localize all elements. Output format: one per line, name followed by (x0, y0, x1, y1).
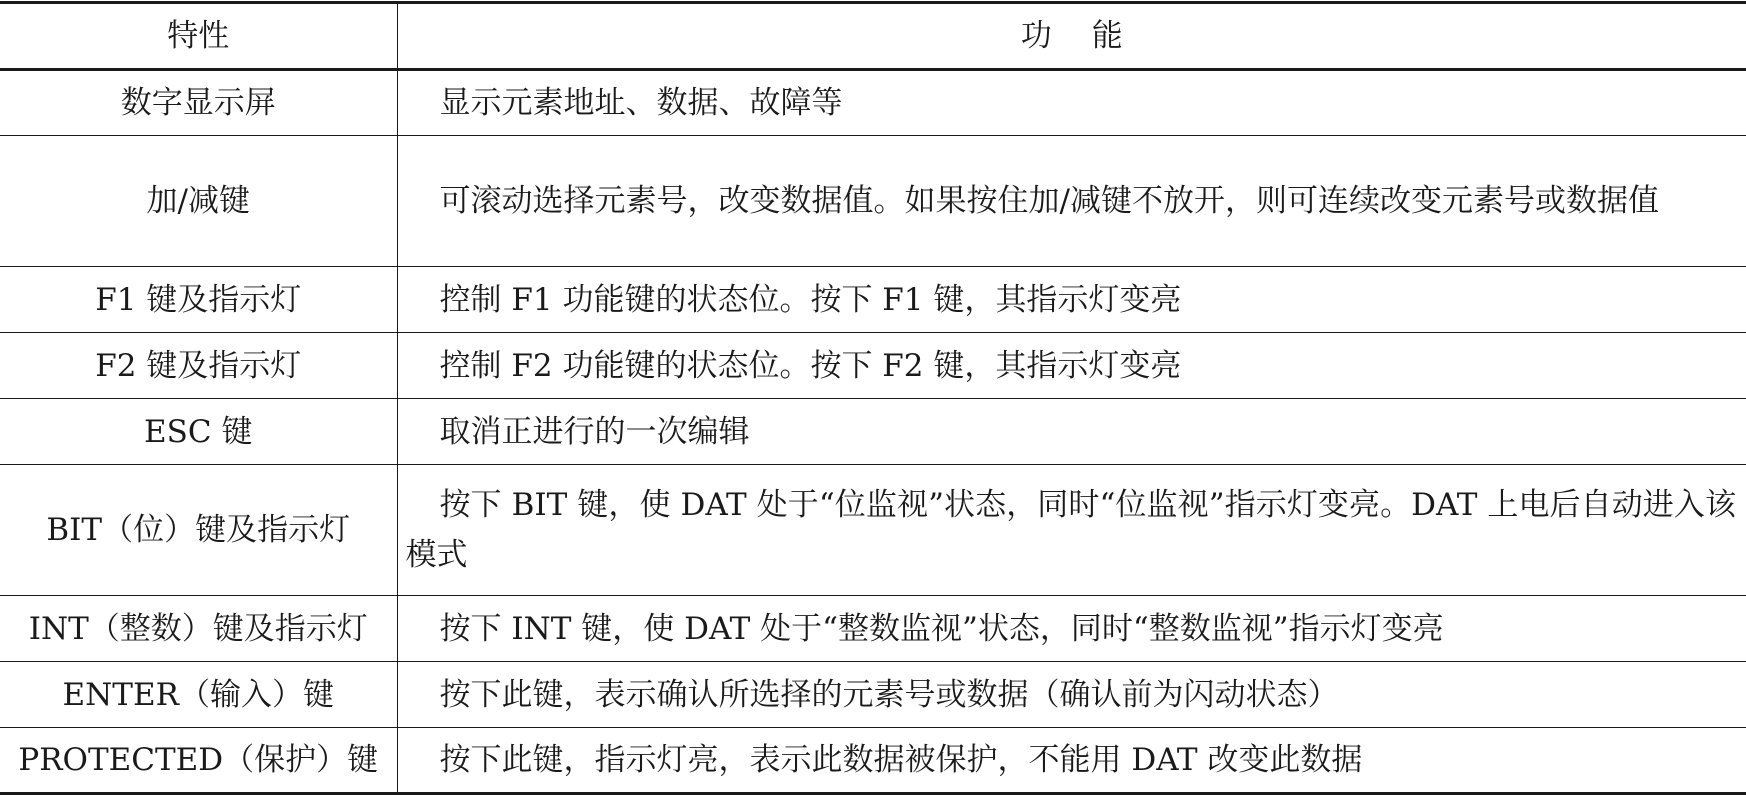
feature-cell: BIT（位）键及指示灯 (0, 465, 397, 596)
table-row (0, 728, 1746, 794)
table-row (0, 267, 1746, 333)
feature-cell: ENTER（输入）键 (0, 662, 397, 728)
table-row (0, 596, 1746, 662)
function-cell: 控制 F2 功能键的状态位。按下 F2 键，其指示灯变亮 (397, 333, 1746, 399)
function-cell: 按下 BIT 键，使 DAT 处于“位监视”状态，同时“位监视”指示灯变亮。DAT 上电后自动进入该模式 (397, 465, 1746, 596)
function-cell: 按下此键，表示确认所选择的元素号或数据（确认前为闪动状态） (397, 662, 1746, 728)
feature-cell: ESC 键 (0, 399, 397, 465)
feature-table (0, 1, 1746, 795)
function-cell: 可滚动选择元素号，改变数据值。如果按住加/减键不放开，则可连续改变元素号或数据值 (397, 136, 1746, 267)
table-body (0, 70, 1746, 794)
function-cell: 按下此键，指示灯亮，表示此数据被保护，不能用 DAT 改变此数据 (397, 728, 1746, 794)
function-cell: 控制 F1 功能键的状态位。按下 F1 键，其指示灯变亮 (397, 267, 1746, 333)
feature-cell: 数字显示屏 (0, 70, 397, 136)
table-row (0, 662, 1746, 728)
feature-cell: 加/减键 (0, 136, 397, 267)
feature-cell: F1 键及指示灯 (0, 267, 397, 333)
table-row (0, 70, 1746, 136)
header-function: 功能 (397, 3, 1746, 70)
feature-cell: PROTECTED（保护）键 (0, 728, 397, 794)
table-header-row (0, 3, 1746, 70)
feature-cell: INT（整数）键及指示灯 (0, 596, 397, 662)
function-cell: 取消正进行的一次编辑 (397, 399, 1746, 465)
table-row (0, 399, 1746, 465)
table-row (0, 465, 1746, 596)
function-cell: 显示元素地址、数据、故障等 (397, 70, 1746, 136)
function-cell: 按下 INT 键，使 DAT 处于“整数监视”状态，同时“整数监视”指示灯变亮 (397, 596, 1746, 662)
feature-cell: F2 键及指示灯 (0, 333, 397, 399)
table-row (0, 136, 1746, 267)
table-row (0, 333, 1746, 399)
header-feature: 特性 (0, 3, 397, 70)
